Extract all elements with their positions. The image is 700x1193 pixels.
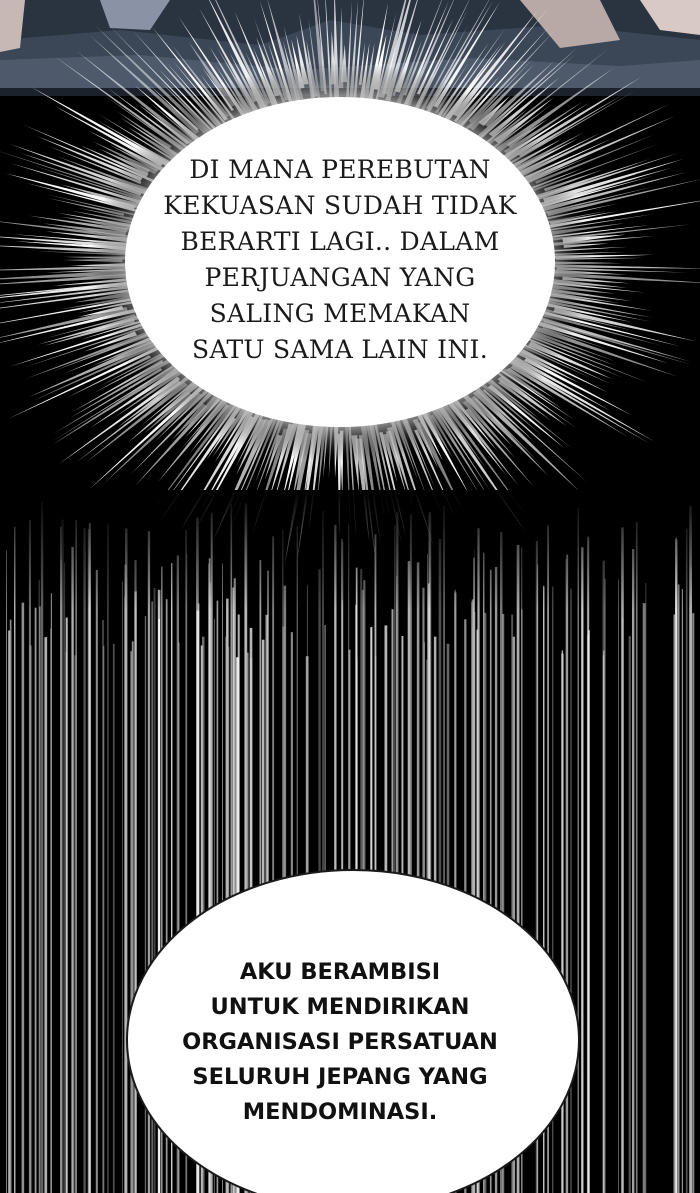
speed-line <box>44 637 47 1193</box>
speed-line <box>71 547 73 1193</box>
speed-line <box>124 597 125 1193</box>
speed-line <box>88 529 91 1193</box>
speed-line <box>35 608 37 1193</box>
speech-line: ORGANISASI PERSATUAN <box>182 1029 498 1055</box>
speed-line <box>61 520 63 1193</box>
speed-line <box>643 603 646 1193</box>
narration-line: PERJUANGAN YANG <box>204 263 476 292</box>
speed-line <box>632 549 634 1193</box>
speed-line <box>674 615 676 1193</box>
speed-line <box>682 589 683 1193</box>
speed-line <box>22 603 25 1193</box>
narration-line: BERARTI LAGI.. DALAM <box>180 227 500 256</box>
speed-line <box>678 585 680 1193</box>
speed-line <box>103 646 104 1193</box>
speed-line <box>581 547 583 1193</box>
speed-line <box>571 589 572 1193</box>
speech-line: MENDOMINASI. <box>242 1099 438 1125</box>
speed-line <box>60 527 61 1193</box>
speed-line <box>51 593 52 1193</box>
speed-line <box>40 606 41 1193</box>
speech-line: AKU BERAMBISI <box>239 959 441 985</box>
speed-line <box>64 563 65 1193</box>
narration-caption <box>140 152 540 368</box>
speed-line <box>132 641 134 1193</box>
speed-line <box>134 560 136 1193</box>
speed-line <box>14 527 15 1193</box>
speed-line <box>125 529 128 1193</box>
speed-line <box>561 654 564 1193</box>
speech-line: SELURUH JEPANG YANG <box>192 1064 488 1090</box>
speed-line <box>621 527 624 1193</box>
speed-line <box>646 583 647 1193</box>
speed-line <box>618 580 619 1193</box>
speed-line <box>675 540 678 1193</box>
speech-bubble-text <box>150 955 530 1130</box>
speed-line <box>39 580 40 1193</box>
speed-line <box>629 636 631 1193</box>
speed-line <box>96 570 98 1193</box>
speed-line <box>29 520 31 1193</box>
speed-line <box>686 529 688 1193</box>
speed-line <box>113 644 115 1193</box>
speed-line <box>605 579 606 1193</box>
speed-line <box>8 631 10 1193</box>
speed-line <box>636 522 638 1193</box>
speed-line <box>6 550 7 1193</box>
speed-line <box>74 655 76 1193</box>
speed-line <box>122 582 123 1193</box>
speed-line <box>587 540 588 1193</box>
speed-line <box>66 618 68 1193</box>
speed-line <box>578 508 579 1193</box>
speech-line: UNTUK MENDIRIKAN <box>210 994 470 1020</box>
narration-line: KEKUASAN SUDAH TIDAK <box>163 191 517 220</box>
speed-line <box>107 524 108 1193</box>
speed-line <box>103 620 104 1193</box>
narration-line: SATU SAMA LAIN INI. <box>192 335 488 364</box>
speed-line <box>588 630 590 1193</box>
speed-line <box>83 528 85 1193</box>
narration-line: DI MANA PEREBUTAN <box>189 155 491 184</box>
narration-line: SALING MEMAKAN <box>209 299 471 328</box>
speed-line <box>692 613 694 1193</box>
speed-line <box>603 651 604 1193</box>
speed-line <box>690 567 692 1193</box>
